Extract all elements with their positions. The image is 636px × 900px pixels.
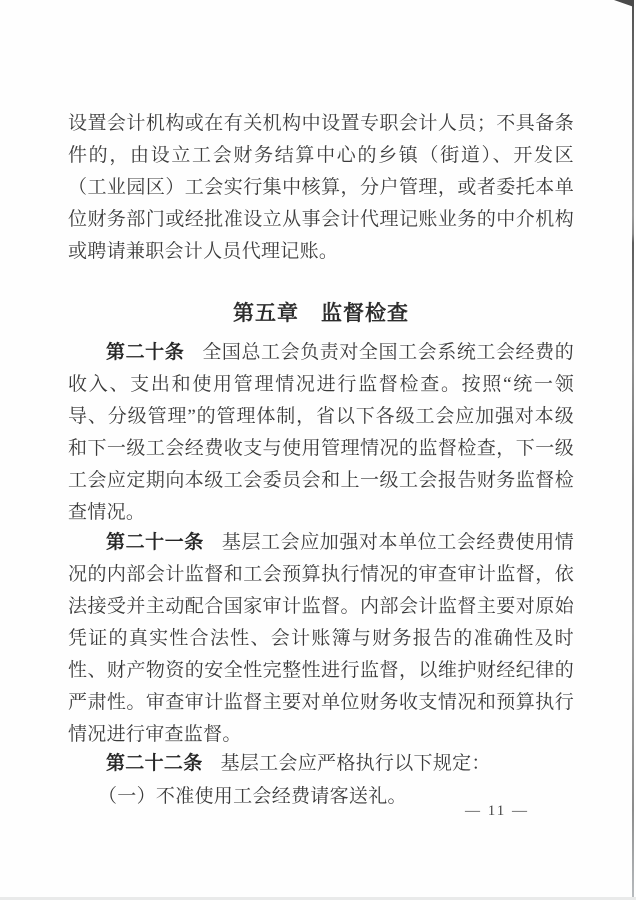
article-21-text: 基层工会应加强对本单位工会经费使用情况的内部会计监督和工会预算执行情况的审查审计监督，依法接受并主动配合国家审计监督。内部会计监督主要对原始凭证的真实性合法性、会计账簿与财务报告的准确性及时性、财产物资的安全性完整性进行监督，以维护财经纪律的严肃性。审查审计监督主要对单位财务收支情况和预算执行情况进行审查监督。 xyxy=(68,532,574,745)
chapter-heading: 第五章 监督检查 xyxy=(233,301,409,326)
article-20-lead: 第二十条 xyxy=(106,342,185,363)
article-22-lead: 第二十二条 xyxy=(106,753,203,774)
article-21-lead: 第二十一条 xyxy=(106,532,204,553)
article-21-paragraph xyxy=(68,527,574,751)
article-22-paragraph xyxy=(68,748,574,780)
scan-edge-line xyxy=(632,0,634,900)
page-number: — 11 — xyxy=(465,803,529,819)
scan-corner-mark xyxy=(614,0,634,7)
article-20-paragraph xyxy=(68,337,574,529)
article-20-text: 全国总工会负责对全国工会系统工会经费的收入、支出和使用管理情况进行监督检查。按照“统一领导、分级管理”的管理体制，省以下各级工会应加强对本级和下一级工会经费收支与使用管理情况的监督检查，下一级工会应定期向本级工会委员会和上一级工会报告财务监督检查情况。 xyxy=(68,342,574,523)
continuation-paragraph: 设置会计机构或在有关机构中设置专职会计人员；不具备条件的，由设立工会财务结算中心的乡镇（街道）、开发区（工业园区）工会实行集中核算，分户管理，或者委托本单位财务部门或经批准设立从事会计代理记账业务的中介机构或聘请兼职会计人员代理记账。 xyxy=(68,113,574,262)
article-22-text: 基层工会应严格执行以下规定： xyxy=(220,753,491,774)
list-item-1: （一）不准使用工会经费请客送礼。 xyxy=(98,786,407,807)
